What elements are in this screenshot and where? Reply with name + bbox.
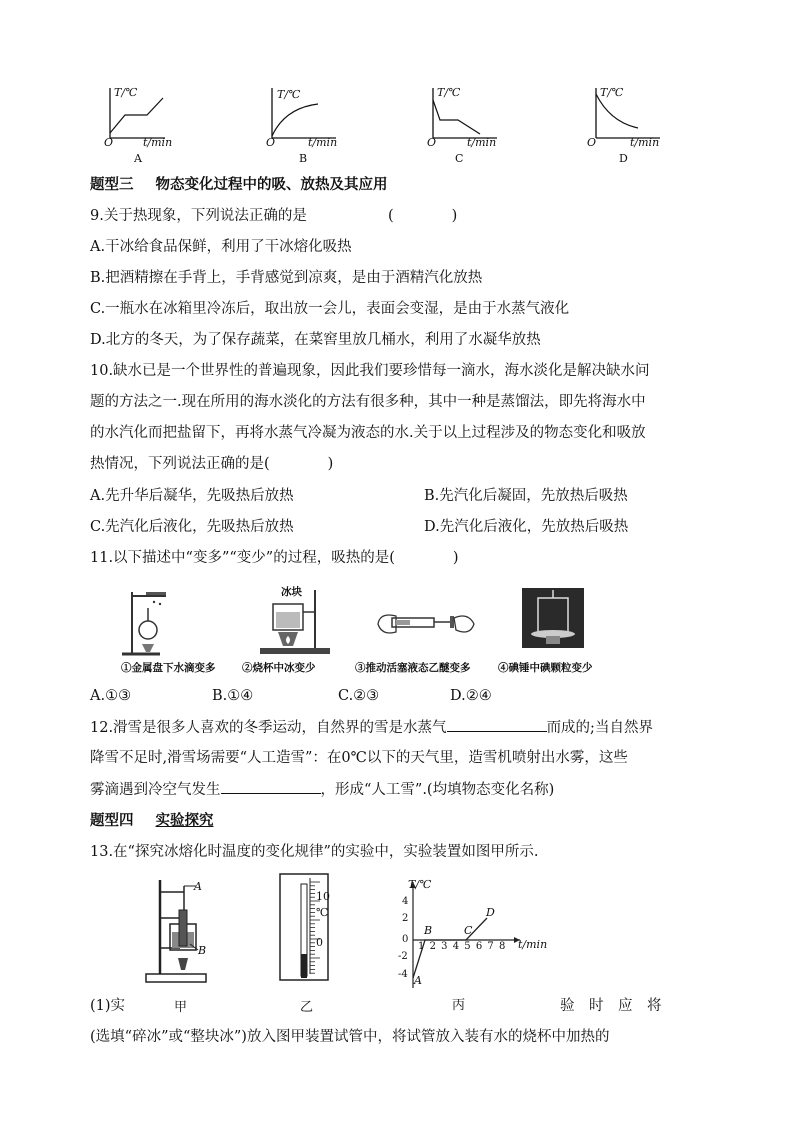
figure-2-ice-label: 冰块 <box>281 586 302 598</box>
figure-3-apparatus <box>378 615 474 633</box>
figure-1-apparatus <box>122 592 166 654</box>
q12-blank-1[interactable] <box>447 717 547 732</box>
q10-line-1: 10.缺水已是一个世界性的普遍现象，因此我们要珍惜每一滴水，海水淡化是解决缺水问 <box>90 363 650 379</box>
graph-c-xlabel: t/min <box>467 136 497 149</box>
section-3-title: 物态变化过程中的吸、放热及其应用 <box>155 176 388 193</box>
q12-line-3: 雾滴遇到冷空气发生 ，形成“人工雪”.(均填物态变化名称) <box>90 779 554 800</box>
section-4-heading <box>90 811 214 831</box>
q12-blank-2[interactable] <box>221 779 321 794</box>
x-ticks: 12345678 <box>418 941 511 952</box>
option-graphs <box>0 0 794 170</box>
graph-b-letter: B <box>299 152 308 165</box>
section-4-number: 题型四 <box>90 812 134 829</box>
figure-1-caption: ①金属盘下水滴变多 <box>121 662 216 674</box>
q9-option-c: C.一瓶水在冰箱里冷冻后，取出放一会儿，表面会变湿，是由于水蒸气液化 <box>90 301 570 317</box>
q11-option-d: D.②④ <box>450 688 492 704</box>
caption-yi: 乙 <box>300 1000 314 1015</box>
q12-line-1: 12.滑雪是很多人喜欢的冬季运动，自然界的雪是水蒸气 而成的;当自然界 <box>90 717 653 738</box>
graph-d-xlabel: t/min <box>630 136 660 149</box>
graph-a-xlabel: t/min <box>143 136 173 149</box>
graph-c-origin: O <box>427 136 437 149</box>
q11-figures <box>110 582 710 662</box>
caption-jia: 甲 <box>174 1000 188 1015</box>
graph-a-origin: O <box>104 136 114 149</box>
graph-a-letter: A <box>134 152 142 165</box>
q11-stem: 11.以下描述中“变多”“变少”的过程，吸热的是( ) <box>90 550 459 566</box>
q13-stem: 13.在“探究冰熔化时温度的变化规律”的实验中，实验装置如图甲所示. <box>90 844 539 860</box>
y-tick-minus4: -4 <box>398 969 408 980</box>
label-b: B <box>198 944 207 957</box>
q10-option-c: C.先汽化后液化，先吸热后放热 <box>90 519 294 535</box>
q10-option-a: A.先升华后凝华，先吸热后放热 <box>90 488 294 504</box>
graph-ylabel: T/℃ <box>408 878 432 891</box>
graph-b-xlabel: t/min <box>308 136 338 149</box>
q10-line-3: 的水汽化而把盐留下，再将水蒸气冷凝为液态的水.关于以上过程涉及的物态变化和吸放 <box>90 425 646 441</box>
q11-option-a: A.①③ <box>90 688 132 704</box>
figure-4-caption: ④碘锤中碘颗粒变少 <box>498 662 593 674</box>
q9-option-a: A.干冰给食品保鲜，利用了干冰熔化吸热 <box>90 239 352 255</box>
q11-option-c: C.②③ <box>338 688 380 704</box>
point-a: A <box>414 974 422 987</box>
y-tick-minus2: -2 <box>398 951 408 962</box>
graph-xlabel: t/min <box>518 938 548 951</box>
thermo-unit: ℃ <box>316 906 329 919</box>
q10-line-2: 题的方法之一.现在所用的海水淡化的方法有很多种，其中一种是蒸馏法，即先将海水中 <box>90 394 646 410</box>
thermo-10: 10 <box>316 890 330 903</box>
y-tick-4: 4 <box>402 896 409 907</box>
label-a: A <box>194 880 202 893</box>
point-d: D <box>486 906 495 919</box>
q13-part1-end: 验 时 应 将 <box>560 998 662 1014</box>
caption-bing: 丙 <box>452 998 466 1013</box>
figure-4-apparatus <box>522 588 584 648</box>
point-c: C <box>464 924 473 937</box>
graph-d-origin: O <box>587 136 597 149</box>
q13-part1-start: (1)实 <box>90 998 126 1014</box>
q9-option-b: B.把酒精擦在手背上，手背感觉到凉爽，是由于酒精汽化放热 <box>90 270 483 286</box>
q11-option-b: B.①④ <box>212 688 254 704</box>
point-b: B <box>424 924 433 937</box>
figure-jia-apparatus <box>146 880 206 982</box>
section-3-number: 题型三 <box>90 176 134 193</box>
figure-3-caption: ③推动活塞液态乙醚变多 <box>355 662 471 674</box>
graph-d-letter: D <box>619 152 628 165</box>
graph-d-ylabel: T/℃ <box>600 86 624 99</box>
graph-c-letter: C <box>455 152 464 165</box>
q13-part1-line-2: (选填“碎冰”或“整块冰”)放入图甲装置试管中，将试管放入装有水的烧杯中加热的 <box>90 1029 610 1045</box>
section-4-title: 实验探究 <box>155 812 214 829</box>
q9-option-d: D.北方的冬天，为了保存蔬菜，在菜窖里放几桶水，利用了水凝华放热 <box>90 332 541 348</box>
figure-2-apparatus <box>260 590 330 654</box>
q9-answer-paren: ( ) <box>388 208 458 224</box>
graph-b-origin: O <box>266 136 276 149</box>
thermo-0: 0 <box>316 936 323 949</box>
q9-stem: 9.关于热现象，下列说法正确的是 <box>90 208 307 224</box>
q10-option-b: B.先汽化后凝固，先放热后吸热 <box>424 488 628 504</box>
y-tick-0: 0 <box>402 934 409 945</box>
graph-a-ylabel: T/℃ <box>114 86 138 99</box>
q12-line-2: 降雪不足时,滑雪场需要“人工造雪”：在0℃以下的天气里，造雪机喷射出水雾，这些 <box>90 750 628 766</box>
q10-line-4: 热情况，下列说法正确的是( ) <box>90 456 334 472</box>
graph-b-ylabel: T/℃ <box>277 88 301 101</box>
section-3-heading <box>90 175 388 195</box>
graph-c-ylabel: T/℃ <box>437 86 461 99</box>
q10-option-d: D.先汽化后液化，先放热后吸热 <box>424 519 629 535</box>
y-tick-2: 2 <box>402 913 409 924</box>
figure-2-caption: ②烧杯中冰变少 <box>242 662 316 674</box>
